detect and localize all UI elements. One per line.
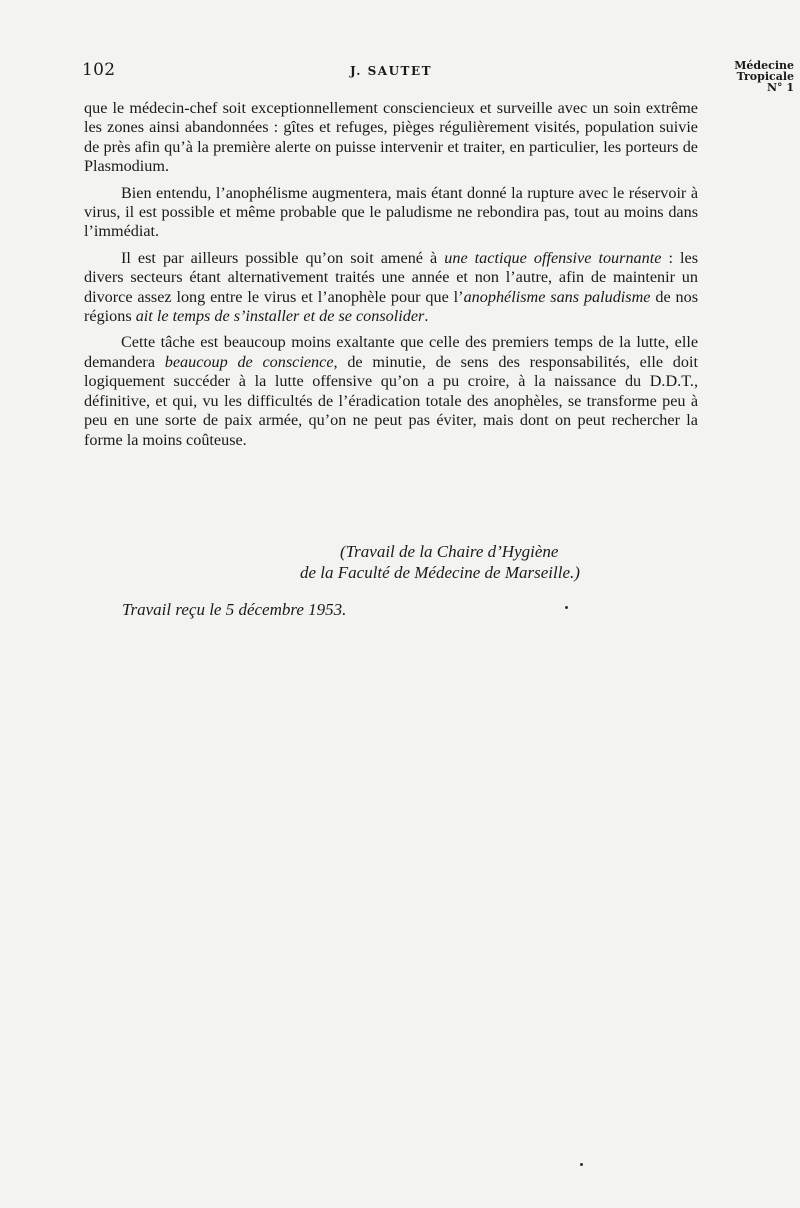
running-head-author: J. SAUTET: [350, 64, 433, 78]
journal-tag-line-1: Médecine: [734, 59, 794, 72]
paragraph-2: [84, 184, 698, 242]
paragraph-3: [84, 249, 698, 327]
paragraph-4: [84, 333, 698, 449]
page-number: 102: [82, 60, 116, 80]
paragraph-3-emphasis-tactic: une tactique offensive tournante: [444, 248, 662, 267]
paragraph-3-text-c: : les divers secteurs étant alternativement traités une année et non l’autre, afin de maintenir un divorce assez long entre le virus et l’anophèle pour que l’: [84, 248, 698, 306]
print-speck: [565, 606, 568, 609]
institution-credit: [300, 541, 670, 583]
journal-tag-line-3: N° 1: [766, 81, 794, 94]
credit-line-1: (Travail de la Chaire d’Hygiène: [340, 542, 559, 561]
paragraph-1-text: que le médecin-chef soit exceptionnellement consciencieux et surveille avec un soin extrême les zones ainsi abandonnées : gîtes et refuges, pièges régulièrement visités, population suivie de près afin qu’à la première alerte on puisse intervenir et traiter, en particulier, les porteurs de Plasmodium.: [84, 99, 698, 176]
paragraph-1: [84, 99, 698, 177]
article-body: [84, 99, 698, 457]
print-speck: [580, 1163, 583, 1166]
paragraph-3-emphasis-consolidate: ait le temps de s’installer et de se consolider: [135, 307, 425, 326]
paragraph-4-text-a: Cette tâche est beaucoup moins exaltante que celle des premiers temps de la lutte, elle demandera: [84, 333, 698, 371]
paragraph-3-emphasis-anophelism: anophélisme sans paludisme: [463, 287, 651, 306]
credit-line-2: de la Faculté de Médecine de Marseille.): [300, 563, 580, 582]
paragraph-4-text-c: de minutie, de sens des responsabilités, elle doit logiquement succéder à la lutte offensive qu’on a pu croire, à la naissance du D.D.T., définitive, et qui, vu les difficultés de l’éradication totale des anophèles, se transforme peu à peu en une sorte de paix armée, qu’on ne peut pas éviter, mais dont on peut rechercher la forme la moins coûteuse.: [84, 352, 698, 449]
paragraph-4-emphasis-conscience: beaucoup de conscience,: [164, 352, 338, 371]
received-date: Travail reçu le 5 décembre 1953.: [122, 600, 347, 619]
paragraph-3-text-g: .: [424, 307, 429, 326]
journal-tag: [734, 60, 794, 93]
paragraph-2-text: Bien entendu, l’anophélisme augmentera, mais étant donné la rupture avec le réservoir à virus, il est possible et même probable que le paludisme ne rebondira pas, tout au moins dans l’immédiat.: [84, 183, 698, 241]
paragraph-3-text-a: Il est par ailleurs possible qu’on soit amené à: [121, 248, 445, 267]
paragraph-3-text-e: de nos régions: [84, 287, 699, 326]
journal-tag-line-2: Tropicale: [736, 70, 794, 83]
